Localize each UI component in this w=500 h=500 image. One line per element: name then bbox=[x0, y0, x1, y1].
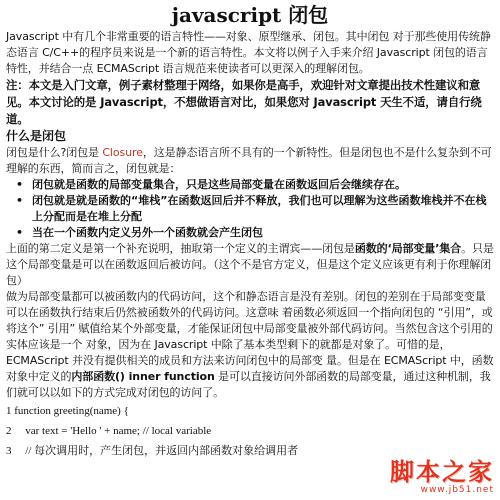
para3-emphasis: 内部函数() inner function bbox=[71, 370, 215, 383]
watermark-logo: 脚本之家 bbox=[390, 458, 494, 486]
code-line: 1 function greeting(name) { bbox=[6, 405, 129, 417]
site-watermark bbox=[390, 459, 494, 496]
para2-text-c: 。只是这个局部变量是可以在函数返回后被访问。（这个不是官方定义，但是这个定义应该更有利于你理解闭包） bbox=[6, 242, 494, 287]
code-line: 3 // 每次调用时，产生闭包，并返回内部函数对象给调用者 bbox=[6, 445, 299, 457]
bullet-icon: • bbox=[16, 178, 24, 191]
para3-text-a: 做为局部变量都可以被函数内的代码访问，这个和静态语言是没有差别。闭包的差别在于局部变变量可以在函数执行结束后仍然被函数外的代码访问。这意味 着函数必须返回一个指向闭包的 “引用”，或将这个” 引用” 赋值给某个外部变量，才能保证闭包中局部变量被外部代码访问。当然包含这个引用的实体应该是一个 对象，因为在 Javascript 中除了基本类型剩下的就都是对象了。可惜的是，ECMAScript 并没有提供相关的成员和方法来访问闭包中的局部变 量。但是在 ECMAScript 中，函数对象中定义的 bbox=[6, 290, 494, 383]
closure-definition-paragraph bbox=[6, 145, 494, 177]
list-item-text: 闭包就是函数的局部变量集合，只是这些局部变量在函数返回后会继续存在。 bbox=[32, 178, 406, 191]
list-item-text: 当在一个函数内定义另外一个函数就会产生闭包 bbox=[32, 226, 263, 239]
para2-emphasis: 函数的‘局部变量’集合 bbox=[354, 242, 462, 255]
section-heading: 什么是闭包 bbox=[6, 129, 67, 143]
note-paragraph: 注：本文是入门文章，例子素材整理于网络，如果你是高手，欢迎针对文章提出技术性建议和意见。本文讨论的是 Javascript，不想做语言对比，如果您对 Javascript 天生不适，请自行绕道。 bbox=[6, 78, 482, 126]
definition-list bbox=[6, 177, 494, 241]
page-title: javascript 闭包 bbox=[171, 3, 329, 27]
list-item bbox=[16, 225, 494, 241]
detail-paragraph bbox=[6, 289, 494, 401]
bullet-icon: • bbox=[16, 194, 24, 207]
bullet-icon: • bbox=[16, 226, 24, 239]
explanation-paragraph bbox=[6, 241, 494, 289]
watermark-url: www.jb51.net bbox=[420, 485, 494, 495]
code-line: 2 var text = 'Hello ' + name; // local variable bbox=[6, 425, 212, 437]
closure-keyword: Closure bbox=[102, 146, 143, 159]
para1-text-a: 闭包是什么?闭包是 bbox=[6, 146, 103, 159]
intro-paragraph: Javascript 中有几个非常重要的语言特性——对象、原型继承、闭包。其中闭包 对于那些使用传统静态语言 C/C++的程序员来说是一个新的语言特性。本文将以例子入手来介绍 Javascript 闭包的语言特性，并结合一点 ECMAScript 语言规范来使读者可以更深入的理解闭包。 bbox=[6, 30, 491, 75]
list-item bbox=[16, 193, 494, 225]
para1-text-b: ，这是静态语言所不具有的一个新特性。但是闭包也不是什么复杂到不可理解的东西，简而言之，闭包就是： bbox=[6, 146, 492, 175]
para2-text-a: 上面的第二定义是第一个补充说明，抽取第一个定义的主谓宾——闭包是 bbox=[6, 242, 355, 255]
para3-text-c: 是可以直接访问外部函数的局部变量，通过这种机制，我们就可以以如下的方式完成对闭包的访问了。 bbox=[6, 370, 491, 399]
code-block bbox=[6, 401, 494, 461]
list-item-text: 闭包就是就是函数的“堆栈”在函数返回后并不释放，我们也可以理解为这些函数堆栈并不在栈上分配而是在堆上分配 bbox=[32, 194, 487, 223]
list-item bbox=[16, 177, 494, 193]
